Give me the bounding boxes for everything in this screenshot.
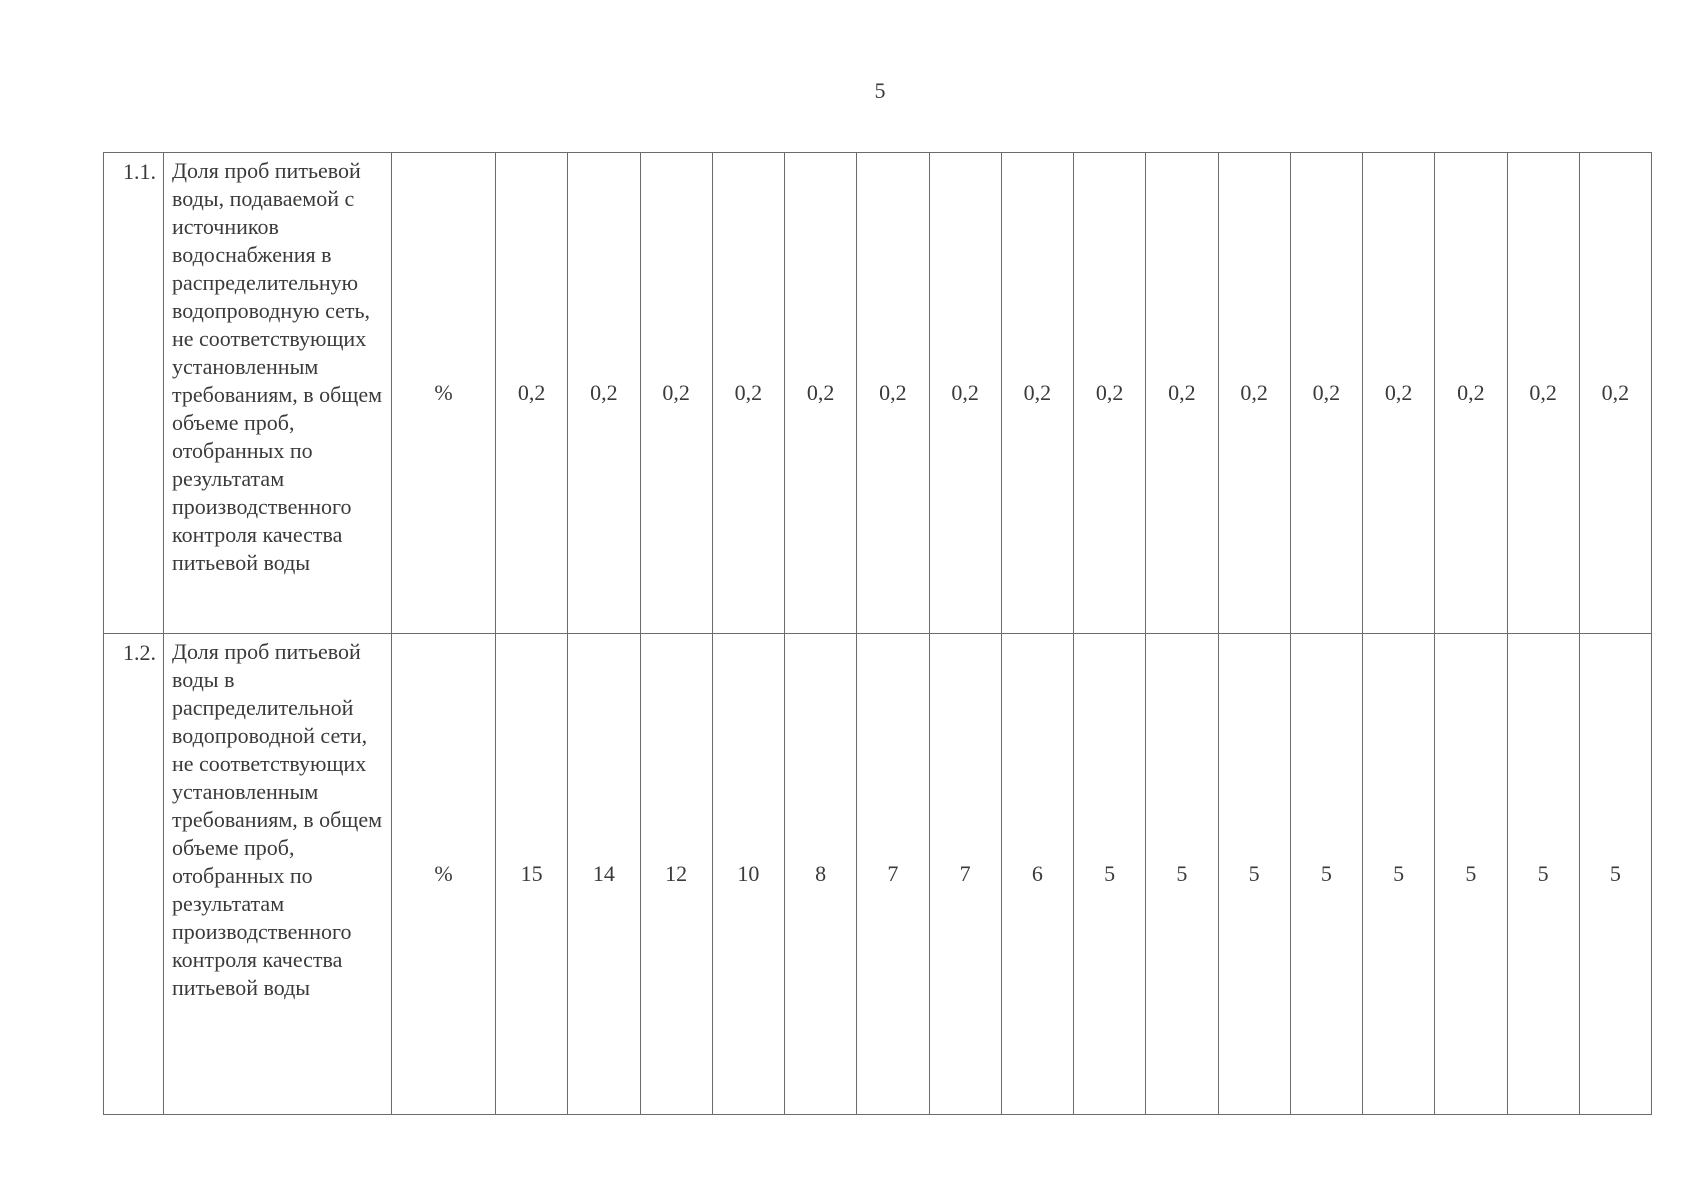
value-cell: 0,2 (640, 153, 712, 634)
row-number: 1.2. (104, 634, 164, 1115)
value-cell: 0,2 (1579, 153, 1651, 634)
value-cell: 0,2 (1218, 153, 1290, 634)
value-cell: 0,2 (568, 153, 640, 634)
value-cell: 0,2 (496, 153, 568, 634)
value-cell: 0,2 (785, 153, 857, 634)
value-cell: 0,2 (712, 153, 784, 634)
value-cell: 6 (1001, 634, 1073, 1115)
value-cell: 0,2 (1435, 153, 1507, 634)
value-cell: 5 (1507, 634, 1579, 1115)
value-cell: 0,2 (857, 153, 929, 634)
value-cell: 0,2 (1074, 153, 1146, 634)
indicator-name: Доля проб питьевой воды в распределительной водопроводной сети, не соответствующих установленным требованиям, в общем объеме проб, отобранных по результатам производственного контроля качества питьевой воды (164, 634, 392, 1115)
value-cell: 7 (929, 634, 1001, 1115)
value-cell: 0,2 (1363, 153, 1435, 634)
page-number: 5 (874, 78, 886, 103)
value-cell: 12 (640, 634, 712, 1115)
value-cell: 15 (496, 634, 568, 1115)
value-cell: 5 (1290, 634, 1362, 1115)
table-row (104, 634, 1652, 1115)
value-cell: 5 (1218, 634, 1290, 1115)
value-cell: 0,2 (1507, 153, 1579, 634)
value-cell: 0,2 (929, 153, 1001, 634)
row-number: 1.1. (104, 153, 164, 634)
value-cell: 5 (1363, 634, 1435, 1115)
indicator-table (103, 152, 1652, 1115)
value-cell: 8 (785, 634, 857, 1115)
value-cell: 5 (1074, 634, 1146, 1115)
table-row (104, 153, 1652, 634)
value-cell: 5 (1146, 634, 1218, 1115)
value-cell: 5 (1579, 634, 1651, 1115)
value-cell: 0,2 (1001, 153, 1073, 634)
value-cell: 7 (857, 634, 929, 1115)
value-cell: 14 (568, 634, 640, 1115)
indicator-name: Доля проб питьевой воды, подаваемой с источников водоснабжения в распределительную водопроводную сеть, не соответствующих установленным требованиям, в общем объеме проб, отобранных по результатам производственного контроля качества питьевой воды (164, 153, 392, 634)
value-cell: 0,2 (1146, 153, 1218, 634)
unit-cell: % (392, 634, 496, 1115)
unit-cell: % (392, 153, 496, 634)
value-cell: 10 (712, 634, 784, 1115)
value-cell: 0,2 (1290, 153, 1362, 634)
value-cell: 5 (1435, 634, 1507, 1115)
